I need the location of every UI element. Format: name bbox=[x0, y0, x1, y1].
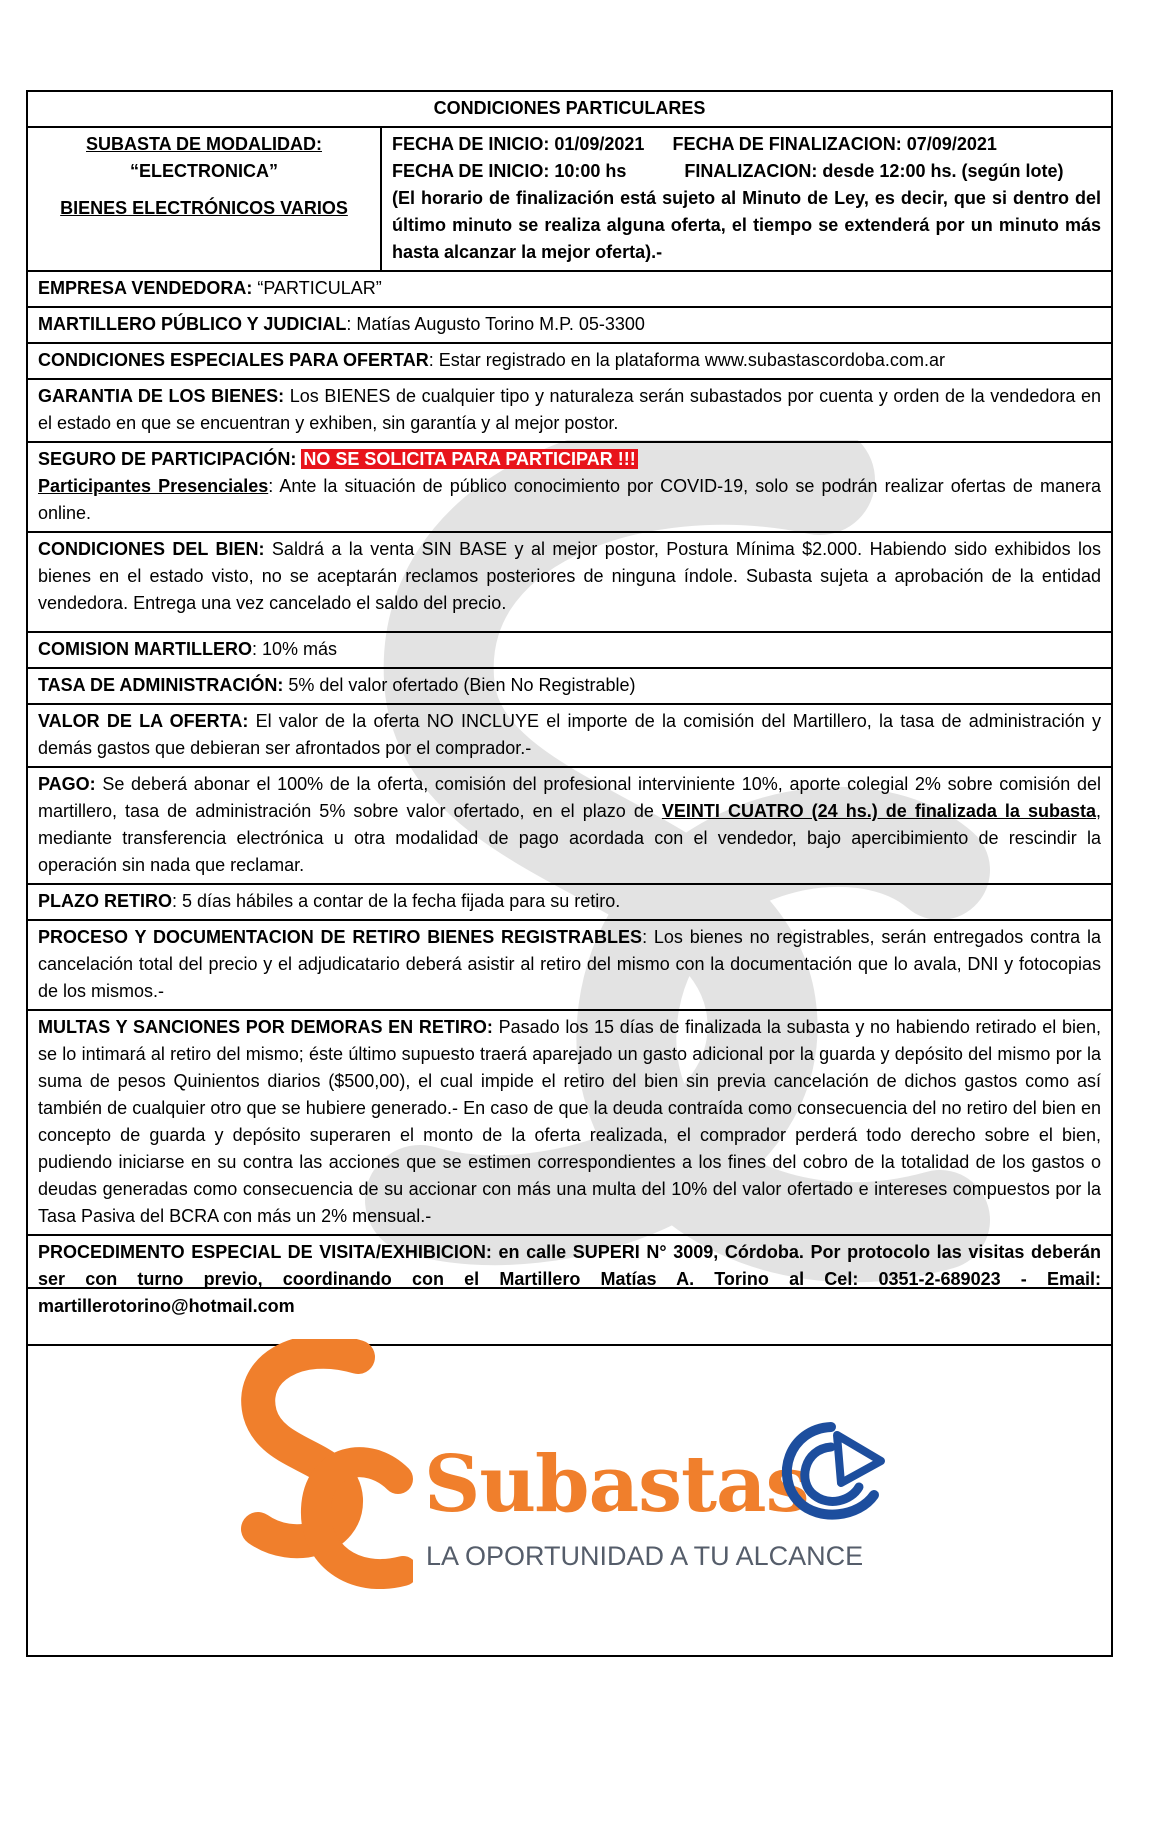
admin-fee-label: TASA DE ADMINISTRACIÓN: bbox=[38, 675, 284, 695]
goods-conditions-label: CONDICIONES DEL BIEN: bbox=[38, 539, 265, 559]
in-person-label: Participantes Presenciales bbox=[38, 476, 269, 496]
offer-value-row bbox=[27, 704, 1112, 767]
commission-label: COMISION MARTILLERO bbox=[38, 639, 252, 659]
seller-value: “PARTICULAR” bbox=[257, 278, 382, 298]
logo-box bbox=[26, 1287, 1113, 1657]
warranty-row bbox=[27, 379, 1112, 442]
commission-value: : 10% más bbox=[252, 639, 338, 659]
minute-rule-note: (El horario de finalización está sujeto al Minuto de Ley, es decir, que si dentro del último minuto se realiza alguna oferta, el tiempo se extenderá por un minuto más hasta alcanzar la mejor oferta).- bbox=[392, 188, 1101, 262]
penalties-label: MULTAS Y SANCIONES POR DEMORAS EN RETIRO: bbox=[38, 1017, 493, 1037]
seller-row bbox=[27, 271, 1112, 307]
auctioneer-label: MARTILLERO PÚBLICO Y JUDICIAL bbox=[38, 314, 347, 334]
brand-name: Subastas bbox=[424, 1439, 809, 1530]
pickup-process-row bbox=[27, 920, 1112, 1010]
start-time: FECHA DE INICIO: 10:00 hs bbox=[392, 161, 627, 181]
insurance-label: SEGURO DE PARTICIPACIÓN: bbox=[38, 449, 302, 469]
dates-cell bbox=[381, 127, 1112, 271]
dates-row-2 bbox=[392, 158, 1101, 185]
payment-label: PAGO: bbox=[38, 774, 96, 794]
pickup-process-value: : Los bienes no registrables, serán entregados contra la cancelación total del precio y el adjudicatario deberá asistir al retiro del mismo con la documentación que lo avala, DNI y fotocopias de los mismos.- bbox=[38, 927, 1101, 1001]
dates-row-1 bbox=[392, 131, 1101, 158]
start-date: FECHA DE INICIO: 01/09/2021 bbox=[392, 134, 645, 154]
auctioneer-value: : Matías Augusto Torino M.P. 05-3300 bbox=[346, 314, 645, 334]
offer-value-text: El valor de la oferta NO INCLUYE el importe de la comisión del Martillero, la tasa de administración y demás gastos que debieran ser afrontados por el comprador.- bbox=[38, 711, 1102, 758]
warranty-value: Los BIENES de cualquier tipo y naturaleza serán subastados por cuenta y orden de la vendedora en el estado en que se encuentran y exhiben, sin garantía y al mejor postor. bbox=[38, 386, 1101, 433]
conditions-table bbox=[26, 90, 1113, 1346]
payment-deadline: VEINTI CUATRO (24 hs.) de finalizada la subasta bbox=[661, 801, 1096, 821]
bidding-conditions-value: : Estar registrado en la plataforma www.subastascordoba.com.ar bbox=[428, 350, 945, 370]
warranty-label: GARANTIA DE LOS BIENES: bbox=[38, 386, 285, 406]
payment-text-1: Se deberá abonar el 100% de la oferta, comisión del profesional interviniente 10%, aporte colegial 2% sobre comisión del martillero, tasa de administración 5% sobre valor ofertado, en el plazo de bbox=[38, 774, 1101, 821]
goods-conditions-row bbox=[27, 532, 1112, 632]
pickup-term-label: PLAZO RETIRO bbox=[38, 891, 172, 911]
bidding-conditions-row bbox=[27, 343, 1112, 379]
seller-label: EMPRESA VENDEDORA: bbox=[38, 278, 253, 298]
modality-type: “ELECTRONICA” bbox=[130, 161, 278, 181]
end-date: FECHA DE FINALIZACION: 07/09/2021 bbox=[672, 134, 997, 154]
goods-conditions-value: Saldrá a la venta SIN BASE y al mejor postor, Postura Mínima $2.000. Habiendo sido exhibidos los bienes en el estado visto, no se aceptarán reclamos posteriores de ninguna índole. Subasta sujeta a aprobación de la entidad vendedora. Entrega una vez cancelado el saldo del precio. bbox=[38, 539, 1101, 613]
visit-procedure-row: PROCEDIMENTO ESPECIAL DE VISITA/EXHIBICION: en calle SUPERI N° 3009, Córdoba. Por protocolo las visitas deberán ser con turno previo, coordinando con el Martillero Matías A. Torino al Cel: 0351-2-689023 - Email: martillerotorino@hotmail.com bbox=[27, 1235, 1112, 1345]
in-person-value: : Ante la situación de público conocimiento por COVID-19, solo se podrán realizar ofertas de manera online. bbox=[38, 476, 1101, 523]
brand-tagline: LA OPORTUNIDAD A TU ALCANCE bbox=[426, 1541, 864, 1571]
payment-row bbox=[27, 767, 1112, 884]
insurance-row bbox=[27, 442, 1112, 532]
auctioneer-row bbox=[27, 307, 1112, 343]
offer-value-label: VALOR DE LA OFERTA: bbox=[38, 711, 249, 731]
admin-fee-row bbox=[27, 668, 1112, 704]
pickup-term-row bbox=[27, 884, 1112, 920]
pickup-term-value: : 5 días hábiles a contar de la fecha fijada para su retiro. bbox=[172, 891, 621, 911]
table-title: CONDICIONES PARTICULARES bbox=[27, 91, 1112, 127]
sc-monogram-icon bbox=[238, 1339, 413, 1589]
payment-text-2: , mediante transferencia electrónica u otra modalidad de pago acordada con el vendedor, bajo apercibimiento de rescindir la operación sin nada que reclamar. bbox=[38, 801, 1101, 875]
admin-fee-value: 5% del valor ofertado (Bien No Registrable) bbox=[283, 675, 636, 695]
pickup-process-label: PROCESO Y DOCUMENTACION DE RETIRO BIENES REGISTRABLES bbox=[38, 927, 643, 947]
brand-c-icon bbox=[769, 1417, 889, 1527]
penalties-value: Pasado los 15 días de finalizada la subasta y no habiendo retirado el bien, se lo intimará al retiro del mismo; éste último supuesto traerá aparejado un gasto adicional por la guarda y depósito del mismo por la suma de pesos Quinientos diarios ($500,00), el cual impide el retiro del bien sin previa cancelación de dichos gastos como así también de cualquier otro que se hubiere generado.- En caso de que la deuda contraída como consecuencia del no retiro del bien en concepto de guarda y depósito superaren el monto de la oferta realizada, el comprador perderá todo derecho sobre el bien, pudiendo iniciarse en su contra las acciones que se estimen correspondientes a los fines del cobro de la totalidad de los gastos o deudas generadas como consecuencia de su accionar con más una multa del 10% del valor ofertado e intereses compuestos por la Tasa Pasiva del BCRA con más un 2% mensual.- bbox=[38, 1017, 1101, 1226]
modality-line: SUBASTA DE MODALIDAD: bbox=[86, 134, 322, 154]
penalties-row bbox=[27, 1010, 1112, 1235]
insurance-highlight: NO SE SOLICITA PARA PARTICIPAR !!! bbox=[303, 449, 636, 469]
bidding-conditions-label: CONDICIONES ESPECIALES PARA OFERTAR bbox=[38, 350, 429, 370]
end-time: FINALIZACION: desde 12:00 hs. (según lote) bbox=[684, 161, 1064, 181]
modality-goods: BIENES ELECTRÓNICOS VARIOS bbox=[60, 198, 348, 218]
modality-cell bbox=[27, 127, 381, 271]
commission-row bbox=[27, 632, 1112, 668]
